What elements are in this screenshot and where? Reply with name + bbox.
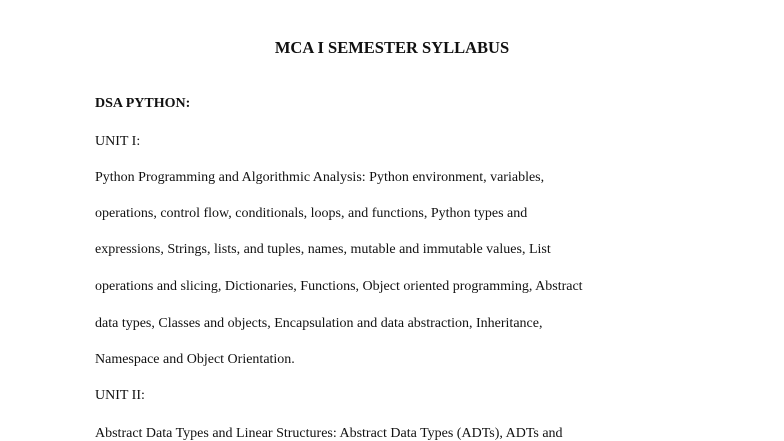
unit-1-line-6: Namespace and Object Orientation.	[95, 352, 295, 367]
unit-2-line-1: Abstract Data Types and Linear Structures: Abstract Data Types (ADTs), ADTs and	[95, 426, 563, 441]
course-heading: DSA PYTHON:	[95, 96, 191, 111]
unit-1-line-3: expressions, Strings, lists, and tuples, names, mutable and immutable values, List	[95, 242, 551, 257]
unit-1-line-2: operations, control flow, conditionals, loops, and functions, Python types and	[95, 206, 528, 221]
unit-2-heading: UNIT II:	[95, 388, 145, 403]
page-title: MCA I SEMESTER SYLLABUS	[274, 38, 510, 57]
unit-1-line-5: data types, Classes and objects, Encapsulation and data abstraction, Inheritance,	[95, 316, 543, 331]
unit-1-line-1: Python Programming and Algorithmic Analysis: Python environment, variables,	[95, 170, 545, 185]
unit-1-heading: UNIT I:	[95, 134, 141, 149]
unit-1-line-4: operations and slicing, Dictionaries, Functions, Object oriented programming, Abstract	[95, 279, 583, 294]
